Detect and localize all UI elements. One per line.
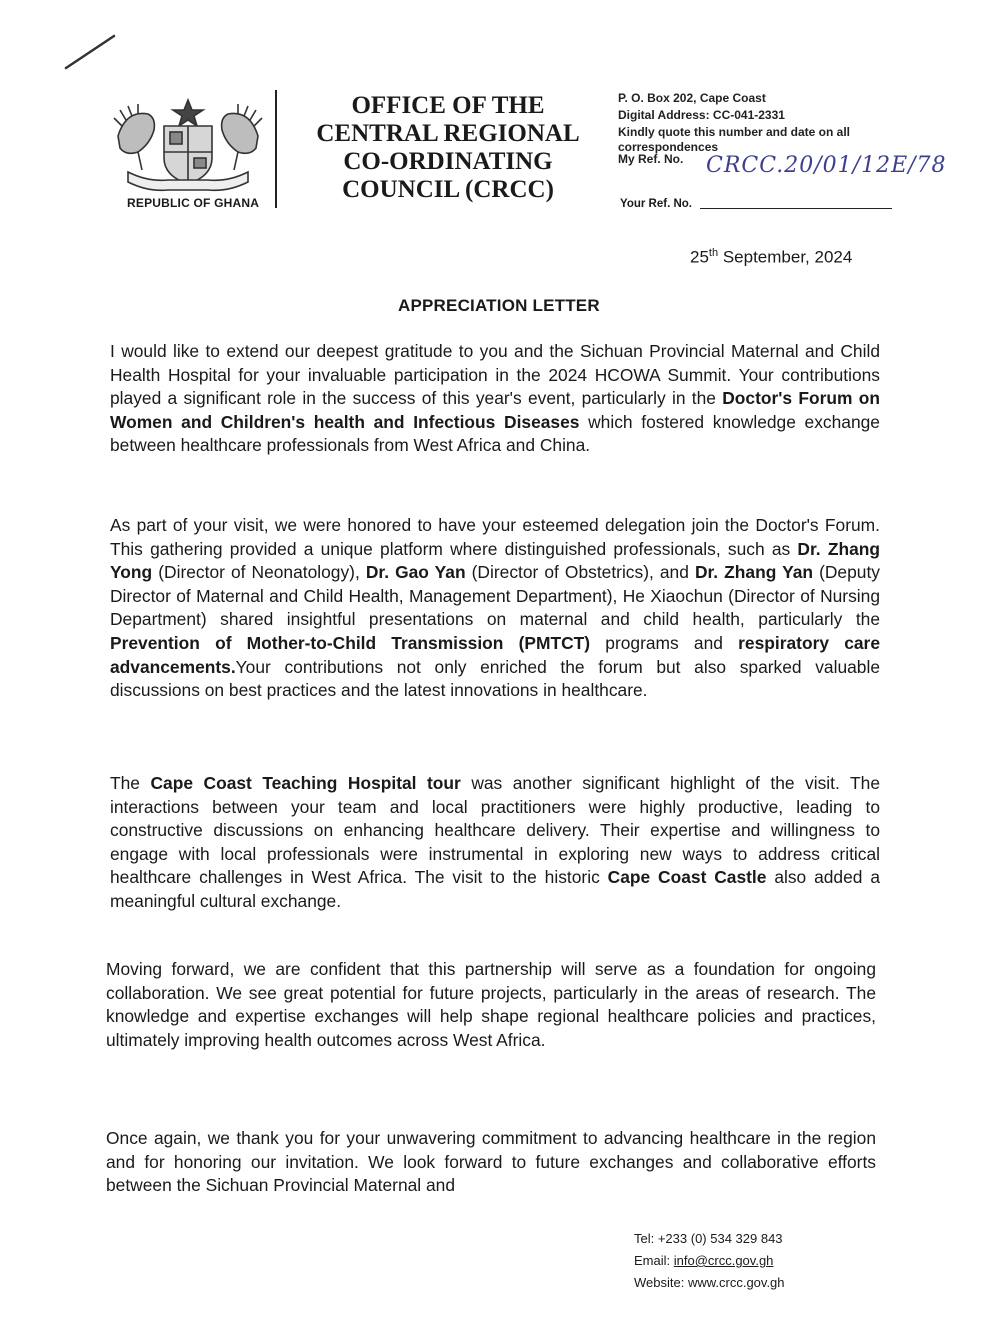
office-title-line-3: CO-ORDINATING <box>343 148 553 175</box>
p2-pmtct: Prevention of Mother-to-Child Transmission (PMTCT) <box>110 632 591 653</box>
quote-instruction-1: Kindly quote this number and date on all <box>618 125 851 139</box>
paragraph-4: Moving forward, we are confident that this partnership will serve as a foundation for ongoing collaboration. We see great potential for future projects, particularly in the areas of research. The knowledge and expertise exchanges will help shape regional healthcare policies and practices, ultimately improving health outcomes across West Africa. <box>106 959 876 1050</box>
p3-text: was another significant highlight of the visit. The interactions between your team and local practitioners were highly productive, leading to constructive discussions on enhancing healthcare delivery. Their expertise and willingness to engage with local professionals were instrumental in exploring new ways to address critical healthcare challenges in West Africa. The visit to the historic <box>110 773 880 888</box>
contact-email-link[interactable]: info@crcc.gov.gh <box>673 1253 774 1268</box>
office-title-line-2: CENTRAL REGIONAL <box>316 120 580 147</box>
date-month-year: September, 2024 <box>718 247 853 267</box>
office-title-line-1: OFFICE OF THE <box>351 92 545 119</box>
ghana-coat-of-arms-icon <box>108 96 268 200</box>
p3-cape-coast-castle: Cape Coast Castle <box>607 867 767 888</box>
p2-respiratory-care: respiratory care advancements. <box>110 632 880 677</box>
my-ref-handwritten: CRCC.20/01/12E/78 <box>706 153 947 178</box>
p1-forum-name: Doctor's Forum on Women and Children's health and Infectious Diseases <box>110 388 880 432</box>
contact-block <box>634 1228 785 1294</box>
contact-website: Website: www.crcc.gov.gh <box>634 1275 785 1290</box>
quote-instruction-2: correspondences <box>618 140 719 154</box>
your-ref-label: Your Ref. No. <box>620 198 692 210</box>
office-title-line-4: COUNCIL (CRCC) <box>342 176 554 203</box>
my-ref-label: My Ref. No. <box>618 152 684 166</box>
contact-email-row <box>634 1250 785 1272</box>
po-box: P. O. Box 202, Cape Coast <box>618 91 766 105</box>
p2-name-zhang-yong: Dr. Zhang Yong <box>110 538 880 583</box>
p2-name-gao-yan: Dr. Gao Yan <box>365 562 466 583</box>
p2-text: programs and <box>590 632 739 653</box>
p3-text-end: also added a meaningful cultural exchange. <box>110 867 880 911</box>
your-ref-blank-line <box>700 208 892 209</box>
header-divider <box>275 90 277 208</box>
paragraph-2 <box>110 514 880 703</box>
p1-text-end: which fostered knowledge exchange between healthcare professionals from West Africa and China. <box>110 411 880 456</box>
pen-stroke-mark <box>62 30 122 72</box>
date-day: 25 <box>690 247 709 267</box>
paragraph-3 <box>110 772 880 914</box>
letter-date <box>690 247 852 268</box>
paragraph-1 <box>110 340 880 458</box>
p2-text-end: Your contributions not only enriched the forum but also sparked valuable discussions on best practices and the latest innovations in healthcare. <box>110 656 880 701</box>
p3-text: The <box>110 773 151 793</box>
office-title <box>298 92 598 204</box>
paragraph-5: Once again, we thank you for your unwavering commitment to advancing healthcare in the region and for honoring our invitation. We look forward to future exchanges and collaborative efforts between the Sichuan Provincial Maternal and <box>106 1128 876 1196</box>
p2-text: (Deputy Director of Maternal and Child Health, Management Department), He Xiaochun (Director of Nursing Department) shared insightful presentations on maternal and child health, particularly the <box>110 562 880 630</box>
p2-text: (Director of Neonatology), <box>152 562 366 583</box>
letter-title: APPRECIATION LETTER <box>398 296 600 315</box>
p1-text: I would like to extend our deepest gratitude to you and the Sichuan Provincial Maternal and Child Health Hospital for your invaluable participation in the 2024 HCOWA Summit. Your contributions played a significant role in the success of this year's event, particularly in the <box>110 341 880 409</box>
p3-hospital-tour: Cape Coast Teaching Hospital tour <box>150 773 461 793</box>
contact-tel: Tel: +233 (0) 534 329 843 <box>634 1231 783 1246</box>
republic-of-ghana-label: REPUBLIC OF GHANA <box>127 196 260 210</box>
date-suffix: th <box>708 247 719 259</box>
p2-text: (Director of Obstetrics), and <box>465 562 695 583</box>
contact-email-label: Email: <box>634 1253 674 1268</box>
digital-address: Digital Address: CC-041-2331 <box>618 108 785 122</box>
p2-text: As part of your visit, we were honored to have your esteemed delegation join the Doctor's Forum. This gathering provided a unique platform where distinguished professionals, such as <box>110 515 880 559</box>
p2-name-zhang-yan: Dr. Zhang Yan <box>694 562 814 583</box>
